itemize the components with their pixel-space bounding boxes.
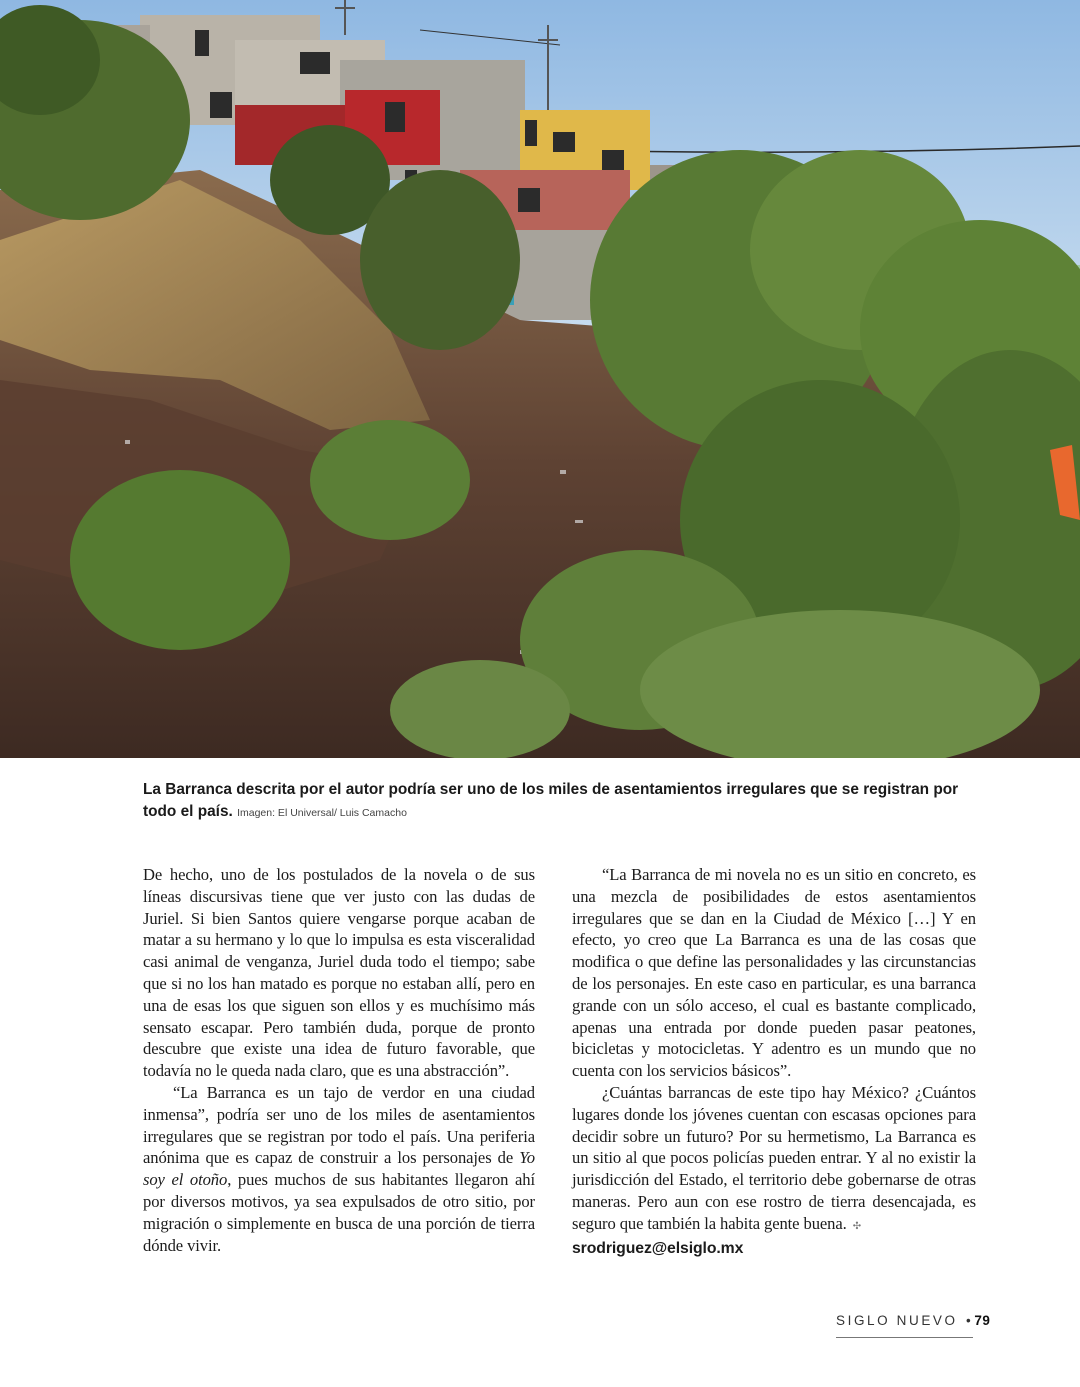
paragraph-text: “La Barranca es un tajo de verdor en una ciudad inmensa”, podría ser uno de los miles de asentamientos irregulares que se registran por todo el país. Una periferia anónima que es capaz de construir a los personajes de [143, 1082, 535, 1168]
paragraph-text: ¿Cuántas barrancas de este tipo hay México? ¿Cuántos lugares donde los jóvenes cuentan con escasas opciones para decidir sobre un futuro? Por su hermetismo, La Barranca es un sitio al que pocos policías pueden entrar. Y al no existir la jurisdicción del Estado, el territorio debe gobernarse de otras maneras. Pero aun con ese rostro de tierra desencajada, es seguro que también la habita gente buena. [572, 1082, 976, 1233]
photo-caption [143, 779, 973, 824]
caption-text: La Barranca descrita por el autor podría ser uno de los miles de asentamientos irregulares que se registran por todo el país. [143, 781, 959, 820]
article-paragraph: De hecho, uno de los postulados de la novela o de sus líneas discursivas tiene que ver justo con las dudas de Juriel. Si bien Santos quiere vengarse porque acaban de matar a su hermano y lo que lo impulsa es esta visceralidad casi animal de venganza, Juriel duda todo el tiempo; sabe que si no los han matado es porque no estaban allí, pero en una de esas los que siguen son ellos y es muchísimo más sensato escapar. Pero también duda, porque de pronto descubre que existe una idea de futuro favorable, que todavía no le queda nada claro, que es una abstracción”. [143, 865, 535, 1081]
end-of-article-icon: ✣ [852, 1220, 862, 1232]
photo-credit: Imagen: El Universal/ Luis Camacho [237, 807, 407, 819]
page-number: 79 [974, 1313, 991, 1328]
publication-name: SIGLO NUEVO [836, 1313, 958, 1328]
paragraph-text: , pues muchos de sus habitantes llegaron ahí por diversos motivos, ya sea expulsados de otro sitio, por migración o simplemente en busca de una porción de tierra dónde vivir. [143, 1170, 535, 1255]
article-paragraph [143, 1082, 535, 1256]
article-column-right [572, 864, 976, 1259]
article-column-left [143, 864, 535, 1256]
folio-rule [836, 1337, 973, 1338]
page-folio [836, 1313, 990, 1328]
article-paragraph [572, 1082, 976, 1238]
article-paragraph: “La Barranca de mi novela no es un sitio en concreto, es una mezcla de posibilidades de estos asentamientos irregulares que se dan en la Ciudad de México […] Y en efecto, yo creo que La Barranca es una de las cosas que modifica o que define las personalidades y las circunstancias de los personajes. En este caso en particular, es una barranca grande con un sólo acceso, el cual es bastante complicado, apenas una entrada por donde pueden pasar peatones, bicicletas y motocicletas. Y adentro es un mundo que no cuenta con los servicios básicos”. [572, 865, 976, 1081]
book-title: Yo soy el otoño [143, 1148, 535, 1190]
author-email-link[interactable]: srodriguez@elsiglo.mx [572, 1239, 744, 1257]
folio-separator: • [965, 1313, 974, 1328]
